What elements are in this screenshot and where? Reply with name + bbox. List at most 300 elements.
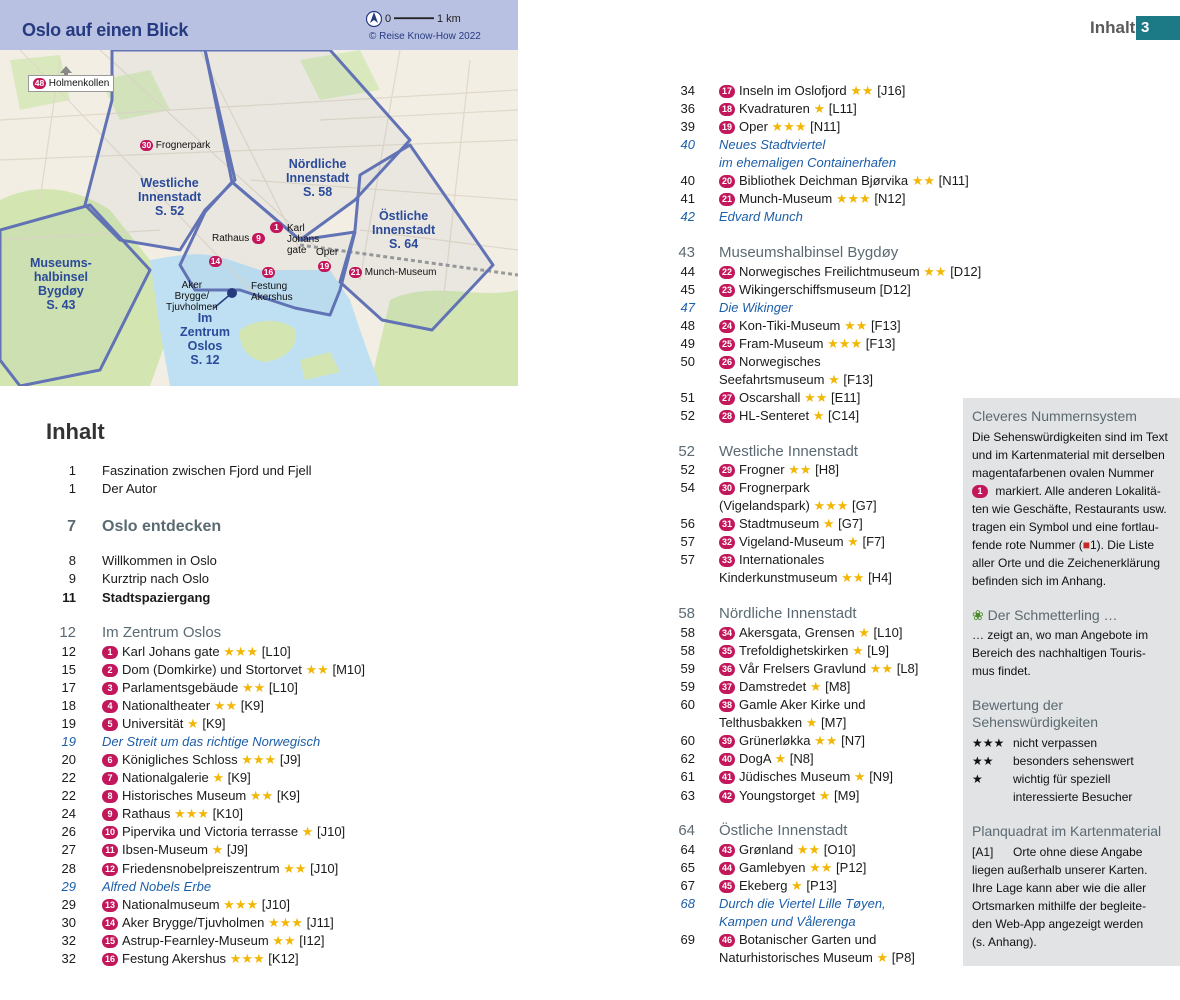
- sight-number-badge: 38: [719, 699, 735, 712]
- toc-page-number: 49: [680, 336, 695, 351]
- grid-reference: [N8]: [789, 751, 814, 766]
- sidebar-text: [972, 482, 1161, 500]
- toc-title: Kvadraturen: [739, 101, 810, 116]
- map-label-text: Oper: [316, 247, 339, 258]
- toc-title: Der Autor: [102, 481, 157, 496]
- toc-page-number: 57: [680, 534, 695, 549]
- toc-entry-text: [719, 696, 865, 714]
- sight-number-badge: 10: [102, 826, 118, 839]
- toc-title: Festung Akershus: [122, 951, 227, 966]
- toc-entry-text: [102, 823, 345, 841]
- rating-stars: ★: [858, 625, 870, 640]
- sidebar-heading-text: Der Schmetterling …: [987, 607, 1118, 623]
- toc-page-number: 64: [678, 822, 695, 839]
- toc-title: Universität: [122, 716, 184, 731]
- toc-entry-text: [102, 679, 298, 697]
- toc-entry-text: [719, 605, 857, 623]
- map-label-oper: [316, 247, 338, 258]
- district-label-north: Nördliche Innenstadt S. 58: [286, 157, 350, 199]
- toc-entry-text: [719, 624, 902, 642]
- toc-entry-text: [719, 750, 814, 768]
- sidebar-text: und im Kartenmaterial mit derselben: [972, 448, 1165, 462]
- sidebar-text: befinden sich im Anhang.: [972, 574, 1107, 588]
- toc-entry-text: [102, 589, 210, 607]
- toc-entry-text: [719, 678, 850, 696]
- grid-reference: [L9]: [867, 643, 889, 658]
- toc-title: Oper: [739, 119, 768, 134]
- toc-entry-text: [719, 136, 825, 154]
- toc-page-number: 69: [680, 932, 695, 947]
- sidebar-heading-planquadrat: Planquadrat im Kartenmaterial: [972, 823, 1162, 839]
- map-label-holmenkollen: [28, 75, 114, 92]
- sight-number-badge: 37: [719, 681, 735, 694]
- grid-reference: [L11]: [828, 101, 857, 116]
- sight-number-badge: 4: [102, 700, 118, 713]
- toc-title: Gamle Aker Kirke und: [739, 697, 866, 712]
- toc-page-number: 24: [61, 806, 76, 821]
- toc-title: Vigeland-Museum: [739, 534, 844, 549]
- toc-title: Naturhistorisches Museum: [719, 950, 873, 965]
- toc-entry-text: [102, 570, 209, 588]
- toc-page-number: 59: [680, 661, 695, 676]
- sidebar-heading-bewertung-2: Sehenswürdigkeiten: [972, 714, 1099, 730]
- toc-title: Historisches Museum: [122, 788, 247, 803]
- toc-title: Neues Stadtviertel: [719, 137, 826, 152]
- toc-title: Im Zentrum Oslos: [102, 624, 222, 641]
- district-label-west: Westliche Innenstadt S. 52: [138, 176, 202, 218]
- rating-stars: ★★: [844, 318, 868, 333]
- sight-number-badge: 24: [719, 320, 735, 333]
- toc-title: Kon-Tiki-Museum: [739, 318, 841, 333]
- toc-page-number: 48: [680, 318, 695, 333]
- toc-entry-text: [719, 822, 847, 840]
- sidebar-heading-schmetterling: [972, 607, 1118, 624]
- sight-number-badge: 46: [719, 934, 735, 947]
- toc-entry-text: [102, 518, 221, 536]
- toc-entry-text: [102, 841, 248, 859]
- toc-page-number: 62: [680, 751, 695, 766]
- toc-page-number: 36: [680, 101, 695, 116]
- map-label-aker-brygge: Aker Brygge/ Tjuvholmen: [166, 280, 218, 313]
- grid-reference: [M7]: [821, 715, 847, 730]
- toc-page-number: 27: [61, 842, 76, 857]
- toc-title: Östliche Innenstadt: [719, 822, 848, 839]
- district-label-center: Im Zentrum Oslos S. 12: [180, 311, 230, 367]
- grid-reference: [M10]: [332, 662, 365, 677]
- rating-stars: ★★: [241, 680, 266, 695]
- rating-text: besonders sehenswert: [1013, 754, 1134, 768]
- toc-title: Rathaus: [122, 806, 171, 821]
- toc-title: Karl Johans gate: [122, 644, 220, 659]
- grid-reference: [J9]: [279, 752, 301, 767]
- grid-reference: [D12]: [950, 264, 982, 279]
- toc-page-number: 59: [680, 679, 695, 694]
- toc-page-number: 8: [68, 553, 76, 568]
- toc-entry-text: [719, 479, 810, 497]
- toc-entry-text: [719, 859, 866, 877]
- sidebar-text: Orte ohne diese Angabe: [1013, 845, 1143, 859]
- map-label-text: Munch-Museum: [364, 267, 437, 279]
- grid-reference: [E11]: [830, 390, 861, 405]
- sight-number-badge: 11: [102, 844, 118, 857]
- grid-reference: [L8]: [896, 661, 919, 676]
- toc-entry-text: [102, 715, 225, 733]
- toc-entry-text: [102, 950, 299, 968]
- rating-stars: ★★★: [223, 644, 259, 659]
- toc-title: im ehemaligen Containerhafen: [719, 155, 897, 170]
- toc-page-number: 52: [680, 408, 695, 423]
- rating-stars: ★★: [796, 842, 821, 857]
- toc-page-number: 68: [680, 896, 695, 911]
- sight-number-badge: 39: [719, 735, 735, 748]
- rating-stars: ★★★: [972, 736, 1005, 750]
- toc-title: Grønland: [739, 842, 794, 857]
- toc-entry-text: [719, 642, 889, 660]
- rating-stars: ★: [812, 408, 825, 423]
- grid-reference: [L10]: [261, 644, 291, 659]
- toc-entry-text: [102, 751, 301, 769]
- grid-reference: [G7]: [838, 516, 863, 531]
- toc-entry-text: [719, 515, 863, 533]
- toc-entry-text: [719, 389, 860, 407]
- toc-entry-text: [102, 643, 291, 661]
- toc-page-number: 43: [678, 244, 695, 261]
- toc-entry-text: [719, 895, 886, 913]
- toc-title: Parlamentsgebäude: [122, 680, 239, 695]
- grid-reference: [K10]: [212, 806, 243, 821]
- sight-number-badge: 9: [102, 808, 118, 821]
- grid-reference: [P13]: [806, 878, 837, 893]
- sidebar-text: Ortsmarken mithilfe der begleite-: [972, 899, 1147, 913]
- sight-number-badge: 17: [719, 85, 735, 98]
- sidebar-text-part: fende rote Nummer (: [972, 538, 1083, 552]
- grid-reference: [J9]: [226, 842, 248, 857]
- toc-entry-text: [102, 624, 221, 642]
- toc-entry-text: [719, 154, 896, 172]
- sight-number-badge: 27: [719, 392, 735, 405]
- rating-stars: ★★: [923, 264, 947, 279]
- sight-number-badge: 5: [102, 718, 118, 731]
- toc-title: DogA: [739, 751, 771, 766]
- toc-entry-text: [102, 697, 264, 715]
- toc-heading: Inhalt: [46, 419, 105, 444]
- toc-page-number: 64: [680, 842, 695, 857]
- sight-number-badge: 2: [102, 664, 118, 677]
- sight-number-badge: 6: [102, 754, 118, 767]
- toc-page-number: 12: [61, 644, 76, 659]
- rating-stars: ★: [876, 950, 889, 965]
- toc-page-number: 58: [680, 625, 695, 640]
- grid-reference: [J11]: [306, 915, 334, 930]
- toc-entry-text: [719, 407, 859, 425]
- toc-entry-text: [719, 913, 856, 931]
- rating-stars: ★★: [814, 733, 838, 748]
- sight-number-badge: 19: [719, 121, 735, 134]
- grid-reference: [F13]: [843, 372, 874, 387]
- sight-number-badge: 43: [719, 844, 735, 857]
- grid-reference: [N9]: [869, 769, 894, 784]
- sight-number-badge: 32: [719, 536, 735, 549]
- toc-title: Botanischer Garten und: [739, 932, 877, 947]
- grid-reference: [O10]: [823, 842, 856, 857]
- toc-title: Kurztrip nach Oslo: [102, 571, 209, 586]
- district-label-museum: Museums- halbinsel Bygdøy S. 43: [30, 256, 92, 312]
- toc-page-number: 9: [68, 571, 76, 586]
- toc-entry-text: [719, 714, 846, 732]
- sight-number-badge: 40: [719, 753, 735, 766]
- toc-entry-text: [102, 914, 334, 932]
- toc-entry-text: [719, 732, 865, 750]
- sidebar-text-part: markiert. Alle anderen Lokalitä-: [992, 484, 1161, 498]
- toc-page-number: 60: [680, 697, 695, 712]
- toc-entry-text: [102, 932, 325, 950]
- sidebar-text: ten wie Geschäfte, Restaurants usw.: [972, 502, 1167, 516]
- toc-page-number: 40: [680, 173, 695, 188]
- rating-stars: ★★: [850, 83, 874, 98]
- toc-page-number: 47: [680, 300, 695, 315]
- toc-title: Frognerpark: [739, 480, 810, 495]
- toc-entry-text: [719, 353, 821, 371]
- map-graphic: [0, 0, 518, 386]
- toc-entry-text: [719, 551, 824, 569]
- sidebar-text: Bereich des nachhaltigen Touris-: [972, 646, 1146, 660]
- map-label-munch: [349, 267, 436, 278]
- toc-title: Königliches Schloss: [122, 752, 238, 767]
- toc-title: Kampen und Vålerenga: [719, 914, 856, 929]
- toc-entry-text: [102, 462, 312, 480]
- toc-entry-text: [719, 768, 893, 786]
- scale-bar: 0 ━━━━━━ 1 km: [385, 13, 461, 25]
- rating-stars: ★: [805, 715, 818, 730]
- grid-reference: [F13]: [870, 318, 901, 333]
- sight-number-badge: 7: [102, 772, 118, 785]
- toc-entry-text: [102, 552, 217, 570]
- sight-number-badge: 34: [719, 627, 735, 640]
- toc-page-number: 39: [680, 119, 695, 134]
- map-marker: 48: [34, 78, 45, 88]
- toc-entry-text: [102, 860, 338, 878]
- toc-title: Norwegisches: [739, 354, 821, 369]
- rating-stars: ★: [813, 101, 826, 116]
- sidebar-text: mus findet.: [972, 664, 1031, 678]
- sidebar-text: liegen außerhalb unserer Karten.: [972, 863, 1148, 877]
- rating-stars: ★★: [809, 860, 833, 875]
- toc-title: Telthusbakken: [719, 715, 803, 730]
- toc-entry-text: [719, 118, 840, 136]
- rating-stars: ★★: [213, 698, 238, 713]
- toc-title: Youngstorget: [739, 788, 816, 803]
- sidebar-text: magentafarbenen ovalen Nummer: [972, 466, 1155, 480]
- sight-number-badge: 23: [719, 284, 735, 297]
- rating-stars: ★★: [804, 390, 828, 405]
- toc-title: (Vigelandspark): [719, 498, 810, 513]
- toc-entry-text: [102, 661, 365, 679]
- rating-stars: ★★★: [813, 498, 849, 513]
- sight-number-badge: 8: [102, 790, 118, 803]
- toc-title: Pipervika und Victoria terrasse: [122, 824, 299, 839]
- rating-stars: ★★★: [267, 915, 303, 930]
- map-label-text: Frognerpark: [155, 140, 211, 152]
- toc-title: Kinderkunstmuseum: [719, 570, 838, 585]
- map-marker-aker-brygge: [209, 256, 222, 267]
- toc-page-number: 15: [61, 662, 76, 677]
- toc-title: Die Wikinger: [719, 300, 793, 315]
- grid-reference: [I12]: [299, 933, 325, 948]
- toc-page-number: 19: [61, 716, 76, 731]
- toc-title: Ibsen-Museum: [122, 842, 208, 857]
- toc-title: Westliche Innenstadt: [719, 443, 858, 460]
- toc-title: Inseln im Oslofjord: [739, 83, 847, 98]
- toc-page-number: 22: [61, 788, 76, 803]
- grid-reference: [L10]: [268, 680, 298, 695]
- toc-entry-text: [719, 317, 901, 335]
- toc-page-number: 58: [678, 605, 695, 622]
- toc-page-number: 63: [680, 788, 695, 803]
- rating-stars: ★: [972, 772, 983, 786]
- north-arrow-icon: [366, 10, 382, 30]
- rating-stars: ★: [187, 716, 199, 731]
- toc-title: Alfred Nobels Erbe: [102, 879, 212, 894]
- toc-entry-text: [719, 371, 873, 389]
- sidebar-text-part: 1). Die Liste: [1089, 538, 1154, 552]
- toc-page-number: 60: [680, 733, 695, 748]
- toc-page-number: 57: [680, 552, 695, 567]
- sidebar-text: Ihre Lage kann aber wie die aller: [972, 881, 1147, 895]
- grid-reference: [K12]: [268, 951, 299, 966]
- rating-stars: ★: [828, 372, 840, 387]
- grid-reference: [N12]: [874, 191, 906, 206]
- toc-page-number: 1: [68, 481, 76, 496]
- toc-title: Norwegisches Freilichtmuseum: [739, 264, 920, 279]
- grid-reference: [F7]: [862, 534, 885, 549]
- toc-entry-text: [102, 878, 211, 896]
- toc-title: Edvard Munch: [719, 209, 803, 224]
- toc-title: Dom (Domkirke) und Stortorvet: [122, 662, 302, 677]
- toc-page-number: 29: [61, 897, 76, 912]
- toc-entry-text: [719, 841, 856, 859]
- rating-text: interessierte Besucher: [1013, 790, 1133, 804]
- toc-page-number: 65: [680, 860, 695, 875]
- butterfly-icon: ❀: [972, 607, 984, 623]
- sight-number-badge: 28: [719, 410, 735, 423]
- rating-stars: ★★★: [223, 897, 259, 912]
- map-marker-oper: [318, 261, 331, 272]
- toc-entry-text: [719, 208, 803, 226]
- rating-stars: ★: [211, 842, 224, 857]
- shop-bag-icon: ■: [1082, 538, 1090, 552]
- toc-entry-text: [719, 533, 885, 551]
- grid-reference: [J10]: [316, 824, 346, 839]
- toc-page-number: 41: [680, 191, 695, 206]
- magenta-number-example: 1: [972, 485, 988, 498]
- sidebar-text: [A1]: [972, 845, 994, 859]
- map-title: Oslo auf einen Blick: [22, 20, 189, 40]
- sight-number-badge: 41: [719, 771, 735, 784]
- sight-number-badge: 3: [102, 682, 118, 695]
- rating-stars: ★: [301, 824, 314, 839]
- toc-title: Nationaltheater: [122, 698, 211, 713]
- rating-stars: ★★★: [229, 951, 265, 966]
- rating-stars: ★: [818, 788, 831, 803]
- map-label-text: Holmenkollen: [48, 78, 110, 90]
- toc-page-number: 54: [680, 480, 695, 495]
- toc-title: Der Streit um das richtige Norwegisch: [102, 734, 321, 749]
- map-marker: 9: [252, 233, 265, 244]
- rating-stars: ★★: [272, 933, 296, 948]
- toc-entry-text: [102, 787, 300, 805]
- toc-entry-text: [102, 733, 320, 751]
- toc-page-number: 30: [61, 915, 76, 930]
- toc-entry-text: [719, 263, 981, 281]
- page-number: 3: [1136, 16, 1180, 40]
- grid-reference: [J16]: [877, 83, 906, 98]
- toc-title: Stadtmuseum: [739, 516, 820, 531]
- toc-entry-text: [719, 443, 858, 461]
- toc-title: Seefahrtsmuseum: [719, 372, 825, 387]
- toc-entry-text: [102, 896, 290, 914]
- toc-page-number: 28: [61, 861, 76, 876]
- toc-page-number: 20: [61, 752, 76, 767]
- toc-title: Ekeberg: [739, 878, 788, 893]
- grid-reference: [N7]: [841, 733, 865, 748]
- toc-entry-text: [102, 805, 243, 823]
- toc-page-number: 12: [59, 624, 76, 641]
- toc-page-number: 51: [680, 390, 695, 405]
- toc-title: Munch-Museum: [739, 191, 833, 206]
- grid-reference: [P12]: [836, 860, 867, 875]
- toc-entry-text: [719, 497, 877, 515]
- toc-title: Willkommen in Oslo: [102, 553, 217, 568]
- rating-stars: ★★: [911, 173, 936, 188]
- grid-reference: [D12]: [879, 282, 911, 297]
- grid-reference: [C14]: [828, 408, 860, 423]
- toc-page-number: 18: [61, 698, 76, 713]
- toc-title: HL-Senteret: [739, 408, 810, 423]
- grid-reference: [G7]: [852, 498, 877, 513]
- toc-entry-text: [719, 461, 839, 479]
- toc-title: Fram-Museum: [739, 336, 824, 351]
- sight-number-badge: 14: [102, 917, 118, 930]
- toc-entry-text: [102, 480, 157, 498]
- toc-title: Wikingerschiffsmuseum: [739, 282, 877, 297]
- sidebar-text: den Web-App angezeigt werden: [972, 917, 1144, 931]
- district-label-east: Östliche Innenstadt S. 64: [372, 209, 436, 251]
- toc-entry-text: [719, 787, 859, 805]
- rating-stars: ★: [847, 534, 859, 549]
- grid-reference: [M8]: [825, 679, 851, 694]
- toc-page-number: 1: [68, 463, 76, 478]
- rating-stars: ★: [851, 643, 864, 658]
- rating-stars: ★★★: [827, 336, 863, 351]
- toc-entry-text: [719, 335, 895, 353]
- map-marker: 14: [210, 256, 221, 266]
- sight-number-badge: 1: [102, 646, 118, 659]
- map-label-festung: Festung Akershus: [251, 281, 293, 303]
- rating-stars: ★★: [249, 788, 274, 803]
- toc-title: Durch die Viertel Lille Tøyen,: [719, 896, 886, 911]
- toc-title: Nördliche Innenstadt: [719, 605, 857, 622]
- toc-title: Oscarshall: [739, 390, 801, 405]
- grid-reference: [K9]: [276, 788, 300, 803]
- toc-entry-text: [719, 281, 911, 299]
- toc-title: Grünerløkka: [739, 733, 811, 748]
- toc-page-number: 32: [61, 933, 76, 948]
- toc-page-number: 44: [680, 264, 695, 279]
- sight-number-badge: 35: [719, 645, 735, 658]
- toc-page-number: 11: [62, 590, 76, 605]
- toc-title: Vår Frelsers Gravlund: [739, 661, 867, 676]
- sight-number-badge: 26: [719, 356, 735, 369]
